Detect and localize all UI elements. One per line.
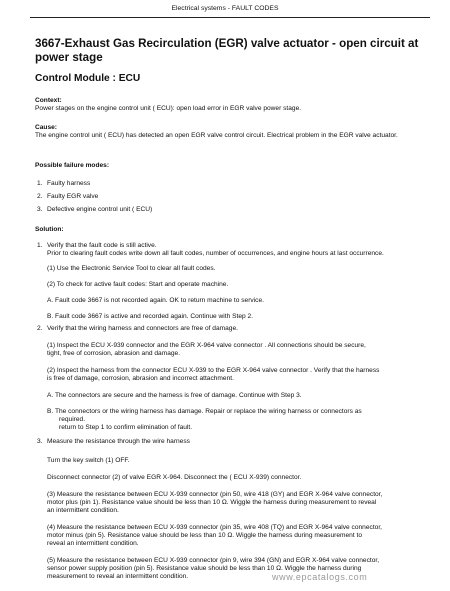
failure-modes-heading: Possible failure modes: <box>35 162 110 169</box>
step-2-inspect-1a: (1) Inspect the ECU X-939 connector and the EGR X-964 valve connector . All connections should be secure, <box>47 342 366 349</box>
step-3-measure-5a: (5) Measure the resistance between ECU X-939 connector (pin 9, wire 394 (GN) and EGR X-964 valve connector, <box>47 557 380 564</box>
step-2-inspect-2a: (2) Inspect the harness from the connector ECU X-939 to the EGR X-964 valve connector . Verify that the harness <box>47 367 380 374</box>
step-2-result-b-2: required. <box>59 416 86 423</box>
control-module-heading: Control Module : ECU <box>35 73 141 84</box>
step-1-note: Prior to clearing fault codes write down all fault codes, number of occurrences, and engine hours at last occurrence. <box>47 250 384 257</box>
context-text: Power stages on the engine control unit ( ECU): open load error in EGR valve power stage. <box>35 105 302 113</box>
step-3-measure-5c: measurement to reveal an intermittent condition. <box>47 573 189 580</box>
step-3-disconnect: Disconnect connector (2) of valve EGR X-964. Disconnect the ( ECU X-939) connector. <box>47 474 302 481</box>
step-2-inspect-2b: is free of damage, corrosion, abrasion and incorrect attachment. <box>47 375 234 382</box>
page-title: 3667-Exhaust Gas Recirculation (EGR) valve actuator - open circuit at power stage <box>35 37 419 64</box>
watermark: www.epcatalogs.com <box>272 572 368 582</box>
step-3-measure-4c: reveal an intermittent condition. <box>47 540 139 547</box>
context-heading: Context: <box>35 97 62 104</box>
solution-heading: Solution: <box>35 226 64 233</box>
step-1-action-2: (2) To check for active fault codes: Start and operate machine. <box>47 281 229 288</box>
step-1-result-b: B. Fault code 3667 is active and recorded again. Continue with Step 2. <box>47 313 253 320</box>
step-3-key-off: Turn the key switch (1) OFF. <box>47 457 130 464</box>
cause-heading: Cause: <box>35 124 57 131</box>
step-3-measure-4b: motor minus (pin 5). Resistance value should be less than 10 Ω. Wiggle the harness during measurement to <box>47 532 362 539</box>
step-1-result-a: A. Fault code 3667 is not recorded again. OK to return machine to service. <box>47 297 264 304</box>
document-page: Electrical systems - FAULT CODES 3667-Exhaust Gas Recirculation (EGR) valve actuator - open circuit at power stage Control Module : ECU Context: Power stages on the engine control unit ( ECU): open load error in EGR valve power stage. Cause: The engine control unit ( ECU) has detected an open EGR valve control circuit. Electrical problem in the EGR valve actuator. Possible failure modes: 1. Faulty harness 2. Faulty EGR valve 3. Defective engine control unit ( ECU) Solution: 1. Verify that the fault code is still active. Prior to clearing fault codes write down all fault codes, number of occurrences, and engine hours at last occurrence. (1) Use the Electronic Service Tool to clear all fault codes. (2) To check for active fault codes: Start and operate machine. A. Fault code 3667 is not recorded again. OK to return machine to service. B. Fault code 3667 is active and recorded again. Continue with Step 2. 2. Verify that the wiring harness and connectors are free of damage. (1) Inspect the ECU X-939 connector and the EGR X-964 valve connector . All connections should be secure, tight, free of corrosion, abrasion and damage. (2) Inspect the harness from the connector ECU X-939 to the EGR X-964 valve connector . Verify that the harness is free of damage, corrosion, abrasion and incorrect attachment. A. The connectors are secure and the harness is free of damage. Continue with Step 3. B. The connectors or the wiring harness has damage. Repair or replace the wiring harness or connectors as required. return to Step 1 to confirm elimination of fault. 3. Measure the resistance through the wire harness Turn the key switch (1) OFF. Disconnect connector (2) of valve EGR X-964. Disconnect the ( ECU X-939) connector. (3) Measure the resistance between ECU X-939 connector (pin 50, wire 418 (GY) and EGR X-964 valve connector, motor plus (pin 1). Resistance value should be less than 10 Ω. Wiggle the harness during measurement to reveal an intermittent condition. (4) Measure the resistance between ECU X-939 connector (pin 35, wire 408 (TQ) and EGR X-964 valve connector, motor minus (pin 5). Resistance value should be less than 10 Ω. Wiggle the harness during measurement to reveal an intermittent condition. (5) Measure the resistance between ECU X-939 connector (pin 9, wire 394 (GN) and EGR X-964 valve connector, sensor power supply position (pin 5). Resistance value should be less than 10 Ω. Wiggle the harness during measurement to reveal an intermittent condition. www.epcatalogs.com <box>0 0 450 591</box>
step-2-inspect-1b: tight, free of corrosion, abrasion and damage. <box>47 350 181 357</box>
step-2-result-b-3: return to Step 1 to confirm elimination of fault. <box>59 424 193 431</box>
step-3-measure-3c: an intermittent condition. <box>47 507 119 514</box>
step-3-measure-3b: motor plus (pin 1). Resistance value should be less than 10 Ω. Wiggle the harness during measurement to reveal <box>47 499 377 506</box>
step-1-action-1: (1) Use the Electronic Service Tool to clear all fault codes. <box>47 265 216 272</box>
step-2-result-b: B. The connectors or the wiring harness has damage. Repair or replace the wiring harness or connectors as <box>47 408 362 415</box>
context-section <box>35 97 430 114</box>
page-header: Electrical systems - FAULT CODES <box>171 5 279 12</box>
step-3-measure-3a: (3) Measure the resistance between ECU X-939 connector (pin 50, wire 418 (GY) and EGR X-964 valve connector, <box>47 491 383 498</box>
cause-text: The engine control unit ( ECU) has detected an open EGR valve control circuit. Electrical problem in the EGR valve actuator. <box>35 132 398 140</box>
step-2-result-a: A. The connectors are secure and the harness is free of damage. Continue with Step 3. <box>47 392 302 399</box>
step-3-measure-5b: sensor power supply position (pin 5). Resistance value should be less than 10 Ω. Wiggle the harness during <box>47 565 362 572</box>
step-3-measure-4a: (4) Measure the resistance between ECU X-939 connector (pin 35, wire 408 (TQ) and EGR X-964 valve connector, <box>47 524 382 531</box>
cause-section <box>35 124 430 141</box>
header-rule <box>30 17 430 18</box>
